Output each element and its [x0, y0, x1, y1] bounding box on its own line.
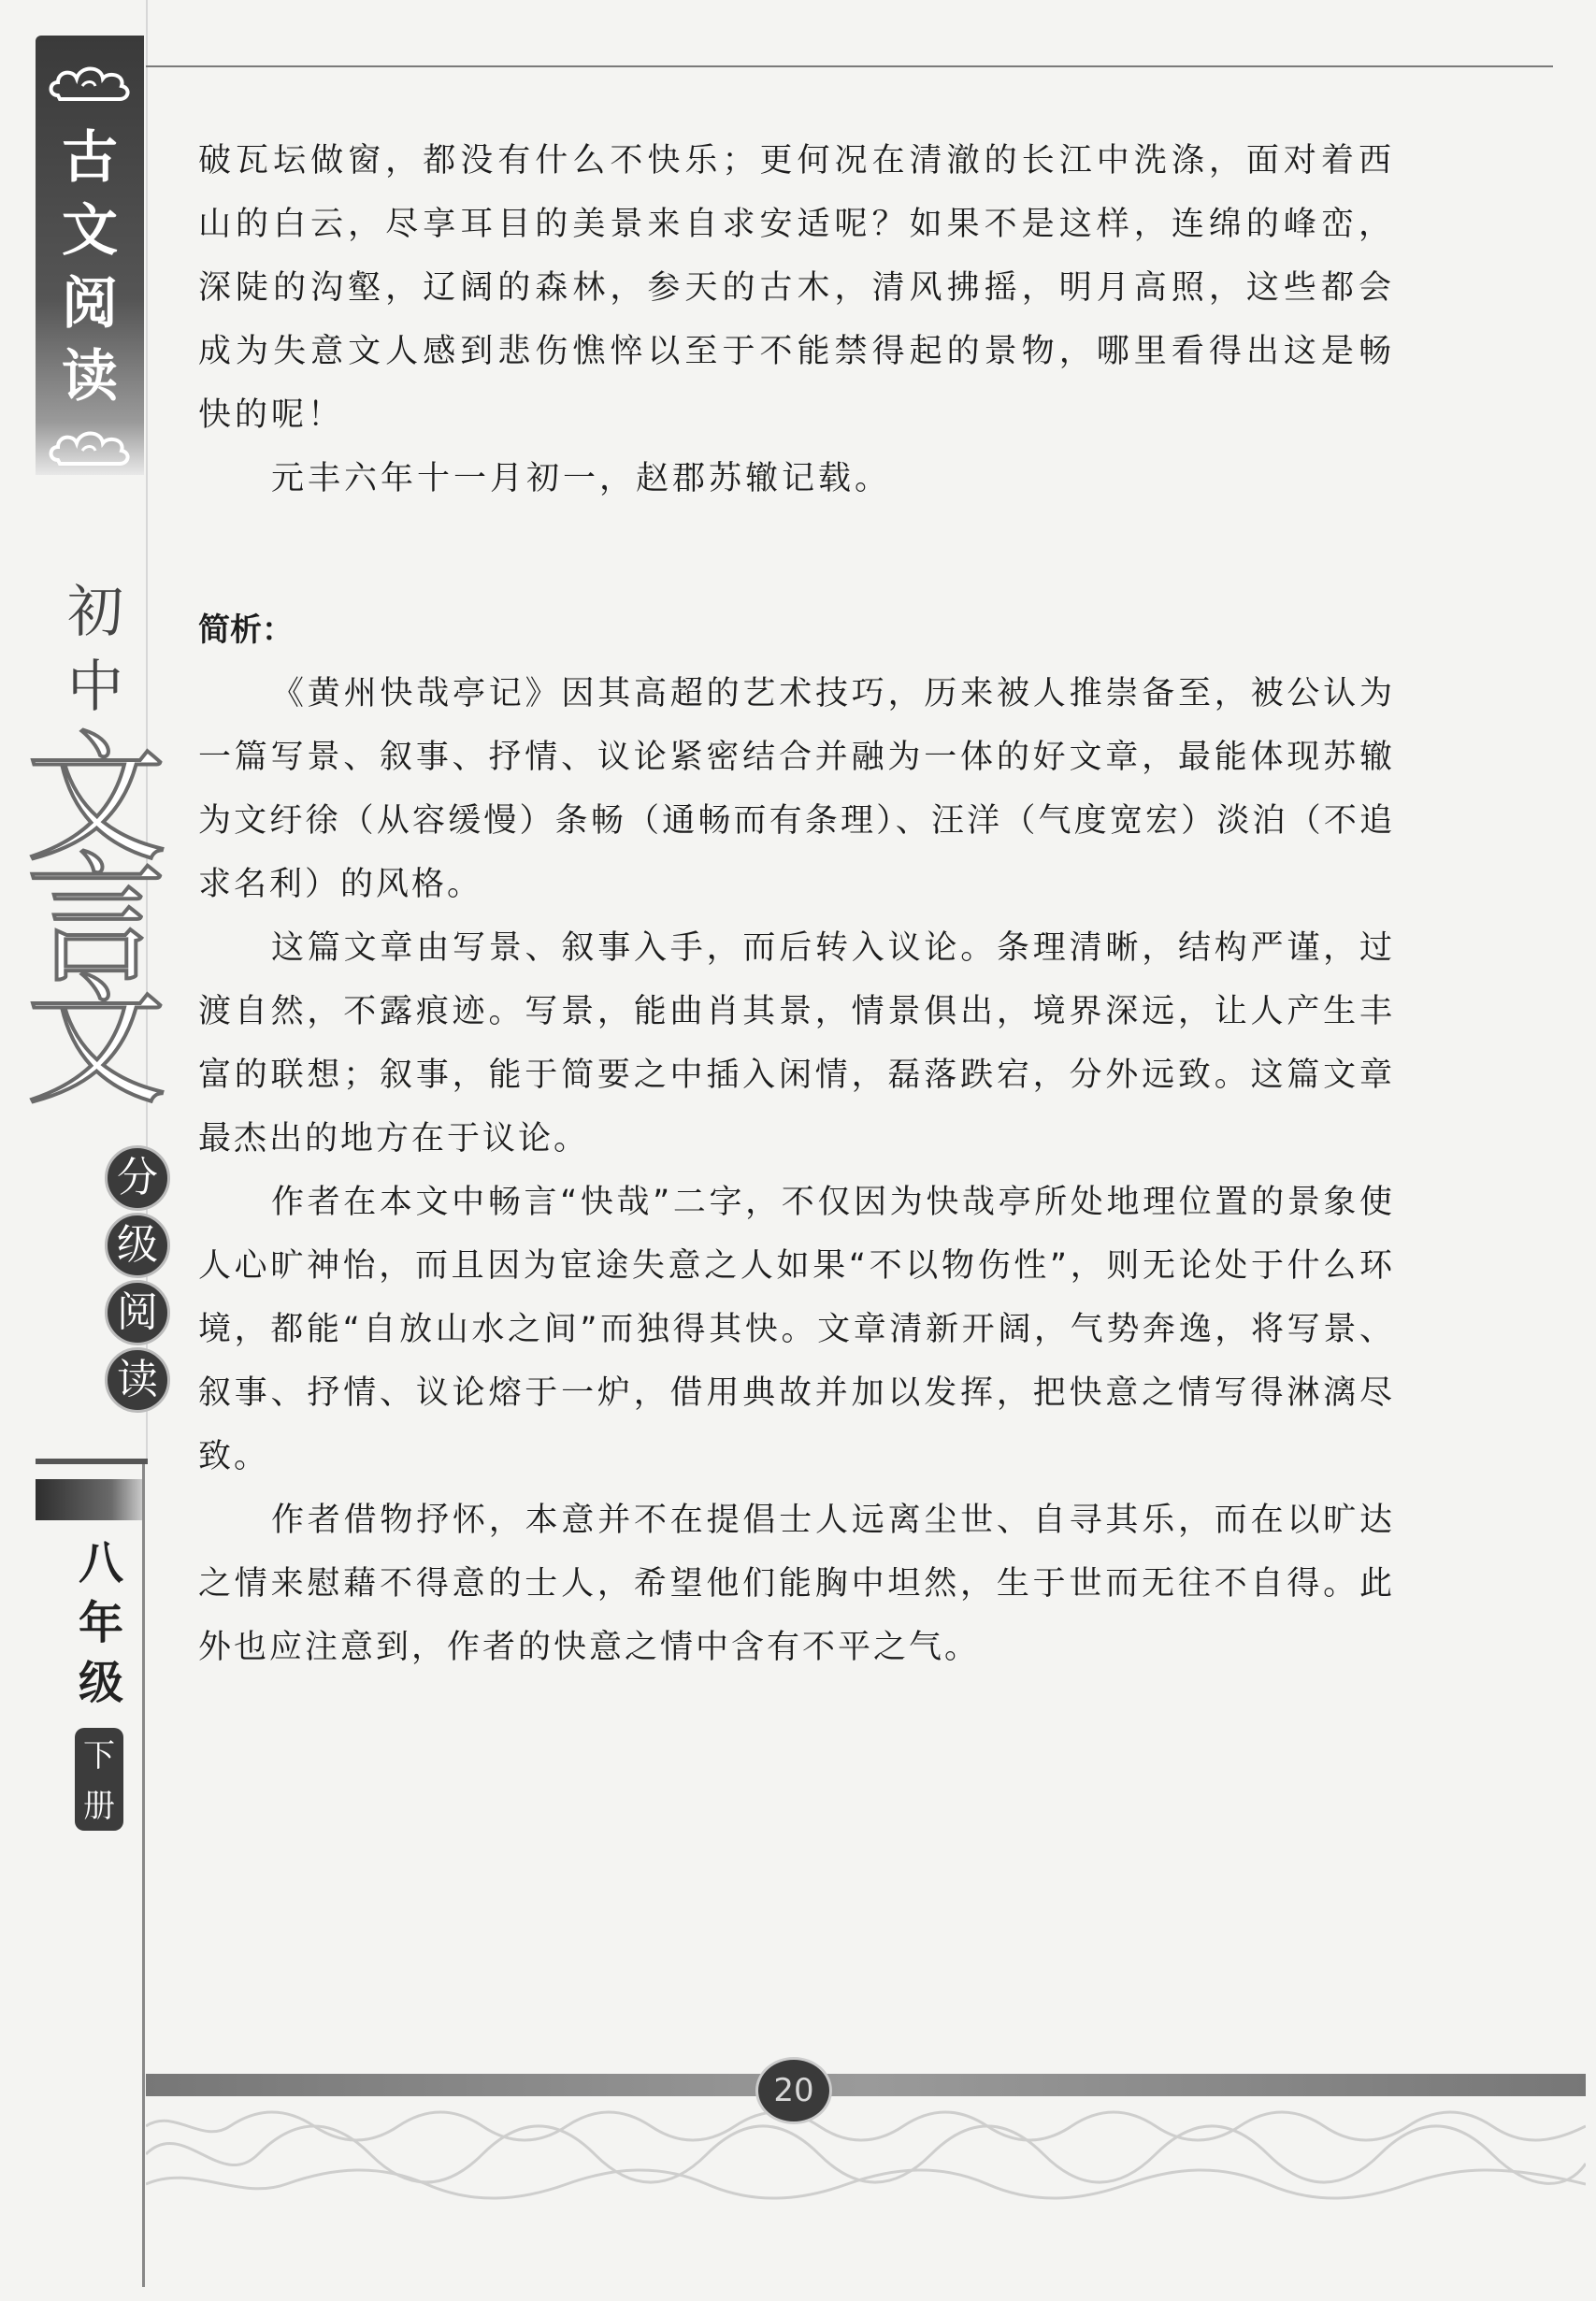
volume-char: 下 [83, 1737, 115, 1775]
subject-char: 文 [26, 718, 167, 881]
series-title-char: 读 [62, 344, 118, 410]
sidebar-vertical-rule [142, 1464, 145, 2287]
subject-char: 言 [26, 840, 167, 1002]
series-title-char: 阅 [62, 271, 118, 337]
grade-char: 年 [78, 1597, 123, 1649]
cloud-pattern-footer [146, 2098, 1586, 2201]
graded-reading-char: 读 [105, 1347, 170, 1413]
sidebar [0, 0, 167, 2301]
sidebar-grade-band [36, 1479, 144, 1520]
grade-label [64, 1533, 138, 1713]
series-title-char: 文 [62, 198, 118, 264]
graded-reading-char: 级 [105, 1213, 170, 1278]
analysis-paragraph: 作者在本文中畅言“快哉”二字，不仅因为快哉亭所处地理位置的景象使人心旷神怡，而且因为宦途失意之人如果“不以物伤性”，则无论处于什么环境，都能“自放山水之间”而独得其快。文章清新开阔，气势奔逸，将写景、叙事、抒情、议论熔于一炉，借用典故并加以发挥，把快意之情写得淋漓尽致。 [198, 1184, 1395, 1475]
volume-badge [75, 1728, 123, 1831]
analysis-paragraph: 作者借物抒怀，本意并不在提倡士人远离尘世、自寻其乐，而在以旷达之情来慰藉不得意的士人，希望他们能胸中坦然，生于世而无往不自得。此外也应注意到，作者的快意之情中含有不平之气。 [198, 1502, 1395, 1666]
graded-reading-badge [105, 1145, 170, 1415]
level-char: 初 [67, 580, 123, 645]
footer-band [146, 2074, 1586, 2096]
grade-char: 八 [78, 1537, 123, 1589]
level-char: 中 [67, 654, 123, 720]
analysis-paragraph: 《黄州快哉亭记》因其高超的艺术技巧，历来被人推崇备至，被公认为一篇写景、叙事、抒情、议论紧密结合并融为一体的好文章，最能体现苏辙为文纡徐（从容缓慢）条畅（通畅而有条理）、汪洋（气度宽宏）淡泊（不追求名利）的风格。 [198, 675, 1395, 903]
analysis-title: 简析： [198, 611, 294, 649]
cloud-ornament-icon [45, 58, 135, 110]
subject-label [26, 718, 167, 1124]
cloud-ornament-icon [45, 423, 135, 475]
level-label [56, 575, 135, 725]
grade-char: 级 [78, 1657, 123, 1709]
graded-reading-char: 阅 [105, 1280, 170, 1345]
analysis-paragraph: 这篇文章由写景、叙事入手，而后转入议论。条理清晰，结构严谨，过渡自然，不露痕迹。写景，能曲肖其景，情景俱出，境界深远，让人产生丰富的联想；叙事，能于简要之中插入闲情，磊落跌宕，分外远致。这篇文章最杰出的地方在于议论。 [198, 929, 1395, 1158]
page-content [198, 129, 1395, 1679]
translation-paragraph: 破瓦坛做窗，都没有什么不快乐；更何况在清澈的长江中洗涤，面对着西山的白云，尽享耳目的美景来自求安适呢？如果不是这样，连绵的峰峦，深陡的沟壑，辽阔的森林，参天的古木，清风拂摇，明月高照，这些都会成为失意文人感到悲伤憔悴以至于不能禁得起的景物，哪里看得出这是畅快的呢！ [198, 142, 1395, 434]
series-title [36, 122, 144, 413]
analysis-section [198, 598, 1395, 1679]
page-number: 20 [755, 2057, 832, 2124]
volume-char: 册 [83, 1788, 115, 1825]
subject-char: 文 [26, 961, 167, 1124]
graded-reading-char: 分 [105, 1145, 170, 1211]
series-title-char: 古 [62, 125, 118, 191]
date-line: 元丰六年十一月初一，赵郡苏辙记载。 [271, 460, 892, 497]
header-rule [146, 65, 1553, 67]
sidebar-divider [36, 1459, 148, 1464]
